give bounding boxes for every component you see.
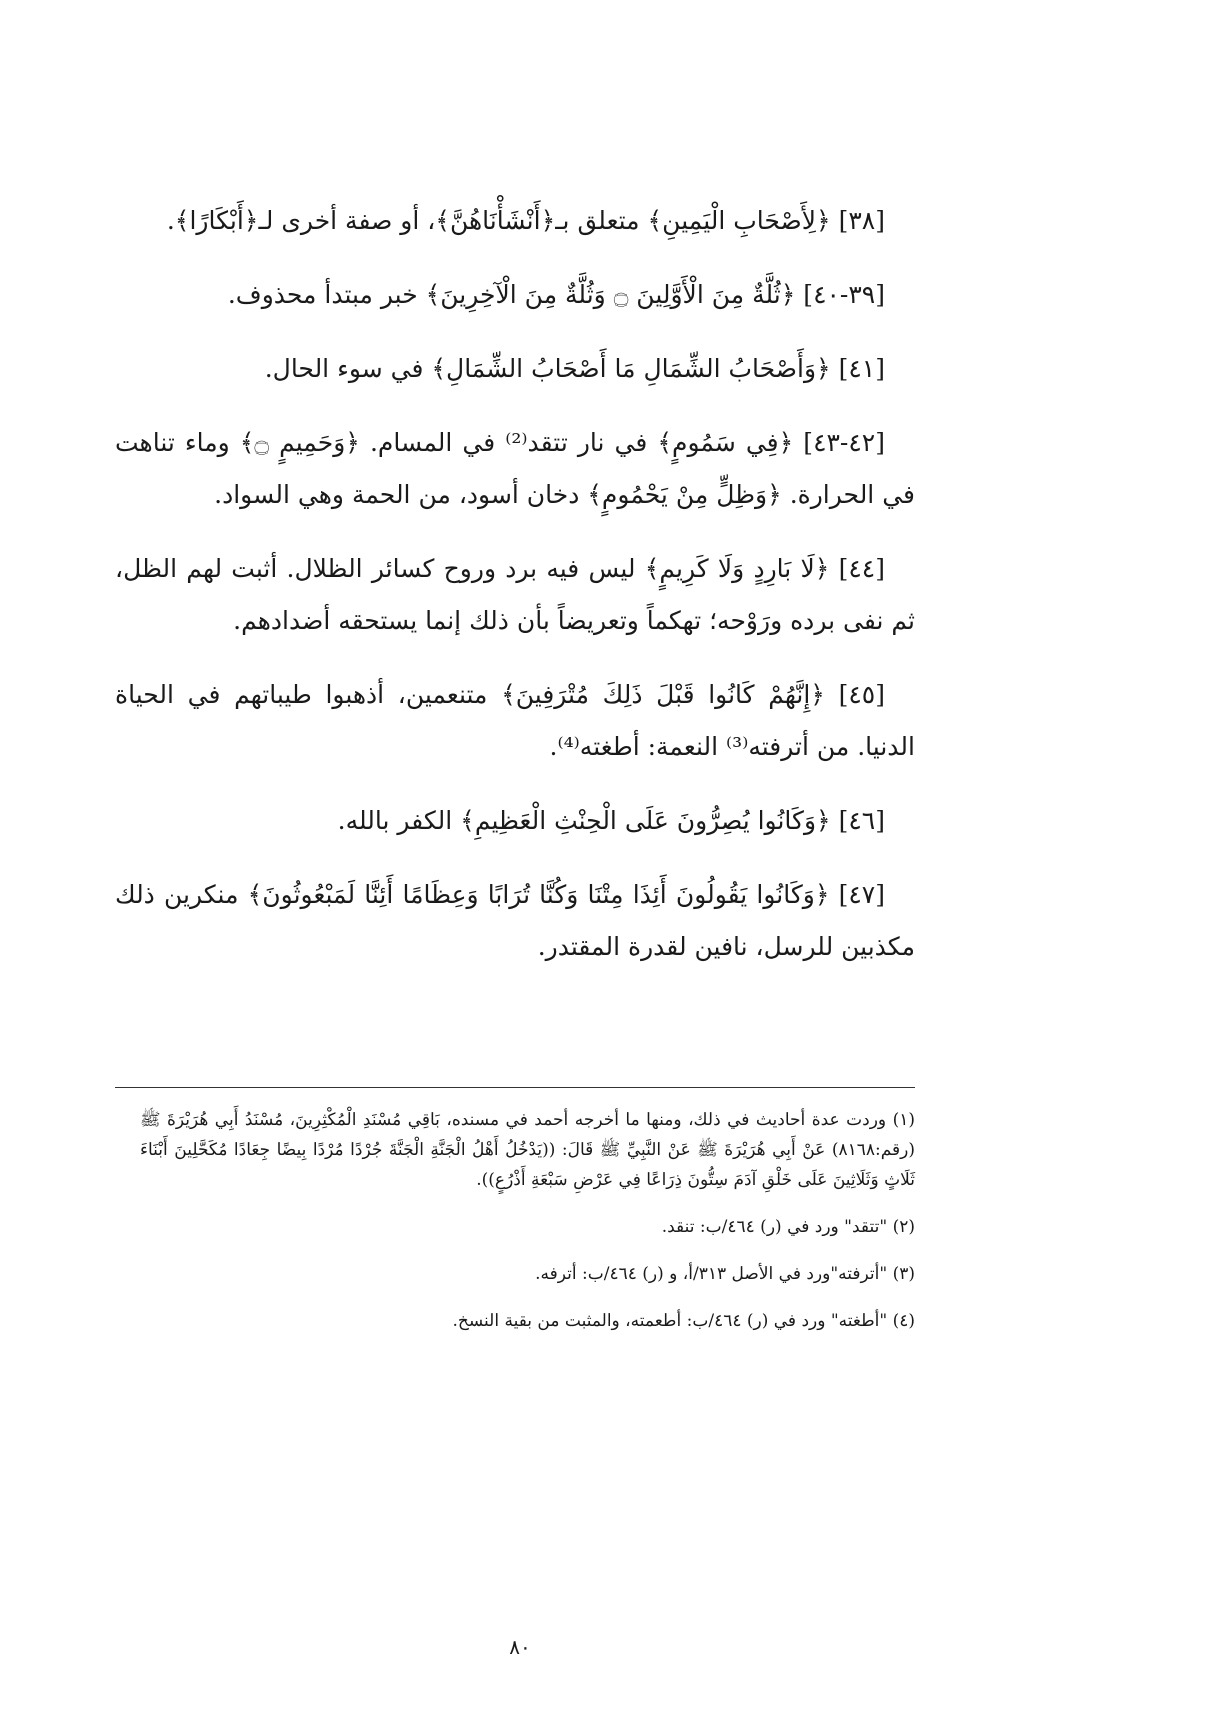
footnote-separator xyxy=(115,1087,915,1088)
footnotes xyxy=(140,1105,915,1353)
main-text xyxy=(115,195,915,995)
paragraph-verse-47: [٤٧] ﴿وَكَانُوا يَقُولُونَ أَئِذَا مِتْنَا وَكُنَّا تُرَابًا وَعِظَامًا أَئِنَّا لَمَبْعُوثُونَ﴾ منكرين ذلك مكذبين للرسل، نافين لقدرة المقتدر. xyxy=(115,880,915,961)
paragraph-verse-39-40: [٣٩-٤٠] ﴿ثُلَّةٌ مِنَ الْأَوَّلِينَ ۝ وَثُلَّةٌ مِنَ الْآخِرِينَ﴾ خبر مبتدأ محذوف. xyxy=(227,280,885,309)
footnote-4: (٤) "أطغته" ورد في (ر) ٤٦٤/ب: أطعمته، والمثبت من بقية النسخ. xyxy=(452,1311,915,1331)
footnote-3: (٣) "أترفته"ورد في الأصل ٣١٣/أ، و (ر) ٤٦٤/ب: أترفه. xyxy=(535,1264,915,1284)
paragraph-verse-45: [٤٥] ﴿إِنَّهُمْ كَانُوا قَبْلَ ذَلِكَ مُتْرَفِينَ﴾ متنعمين، أذهبوا طيباتهم في الحياة الدنيا. من أترفته⁽³⁾ النعمة: أطغته⁽⁴⁾. xyxy=(115,680,915,761)
paragraph-verse-46: [٤٦] ﴿وَكَانُوا يُصِرُّونَ عَلَى الْحِنْثِ الْعَظِيمِ﴾ الكفر بالله. xyxy=(337,806,885,835)
paragraph-verse-44: [٤٤] ﴿لَا بَارِدٍ وَلَا كَرِيمٍ﴾ ليس فيه برد وروح كسائر الظلال. أثبت لهم الظل، ثم نفى برده ورَوْحه؛ تهكماً وتعريضاً بأن ذلك إنما يستحقه أضدادهم. xyxy=(115,554,915,635)
paragraph-verse-41: [٤١] ﴿وَأَصْحَابُ الشِّمَالِ مَا أَصْحَابُ الشِّمَالِ﴾ في سوء الحال. xyxy=(264,354,885,383)
page-number: ٨٠ xyxy=(509,1635,531,1659)
paragraph-verse-38: [٣٨] ﴿لِأَصْحَابِ الْيَمِينِ﴾ متعلق بـ﴿أَنْشَأْنَاهُنَّ﴾، أو صفة أخرى لـ﴿أَبْكَارًا﴾. xyxy=(166,206,885,235)
paragraph-verse-42-43: [٤٢-٤٣] ﴿فِي سَمُومٍ﴾ في نار تتقد⁽²⁾ في المسام. ﴿وَحَمِيمٍ ۝﴾ وماء تناهت في الحرارة. ﴿وَظِلٍّ مِنْ يَحْمُومٍ﴾ دخان أسود، من الحمة وهي السواد. xyxy=(115,428,915,509)
footnote-2: (٢) "تتقد" ورد في (ر) ٤٦٤/ب: تنقد. xyxy=(661,1217,915,1237)
footnote-1: (١) وردت عدة أحاديث في ذلك، ومنها ما أخرجه أحمد في مسنده، بَاقِي مُسْنَدِ الْمُكْثِرِينَ، مُسْنَدُ أَبِي هُرَيْرَةَ ﷺ (رقم:٨١٦٨) عَنْ أَبِي هُرَيْرَةَ ﷺ عَنْ النَّبِيِّ ﷺ قَالَ: ((يَدْخُلُ أَهْلُ الْجَنَّةِ الْجَنَّةَ جُرْدًا مُرْدًا بِيضًا جِعَادًا مُكَحَّلِينَ أَبْنَاءَ ثَلَاثٍ وَثَلَاثِينَ عَلَى خَلْقِ آدَمَ سِتُّونَ ذِرَاعًا فِي عَرْضِ سَبْعَةِ أَذْرُعٍ)). xyxy=(140,1110,915,1190)
